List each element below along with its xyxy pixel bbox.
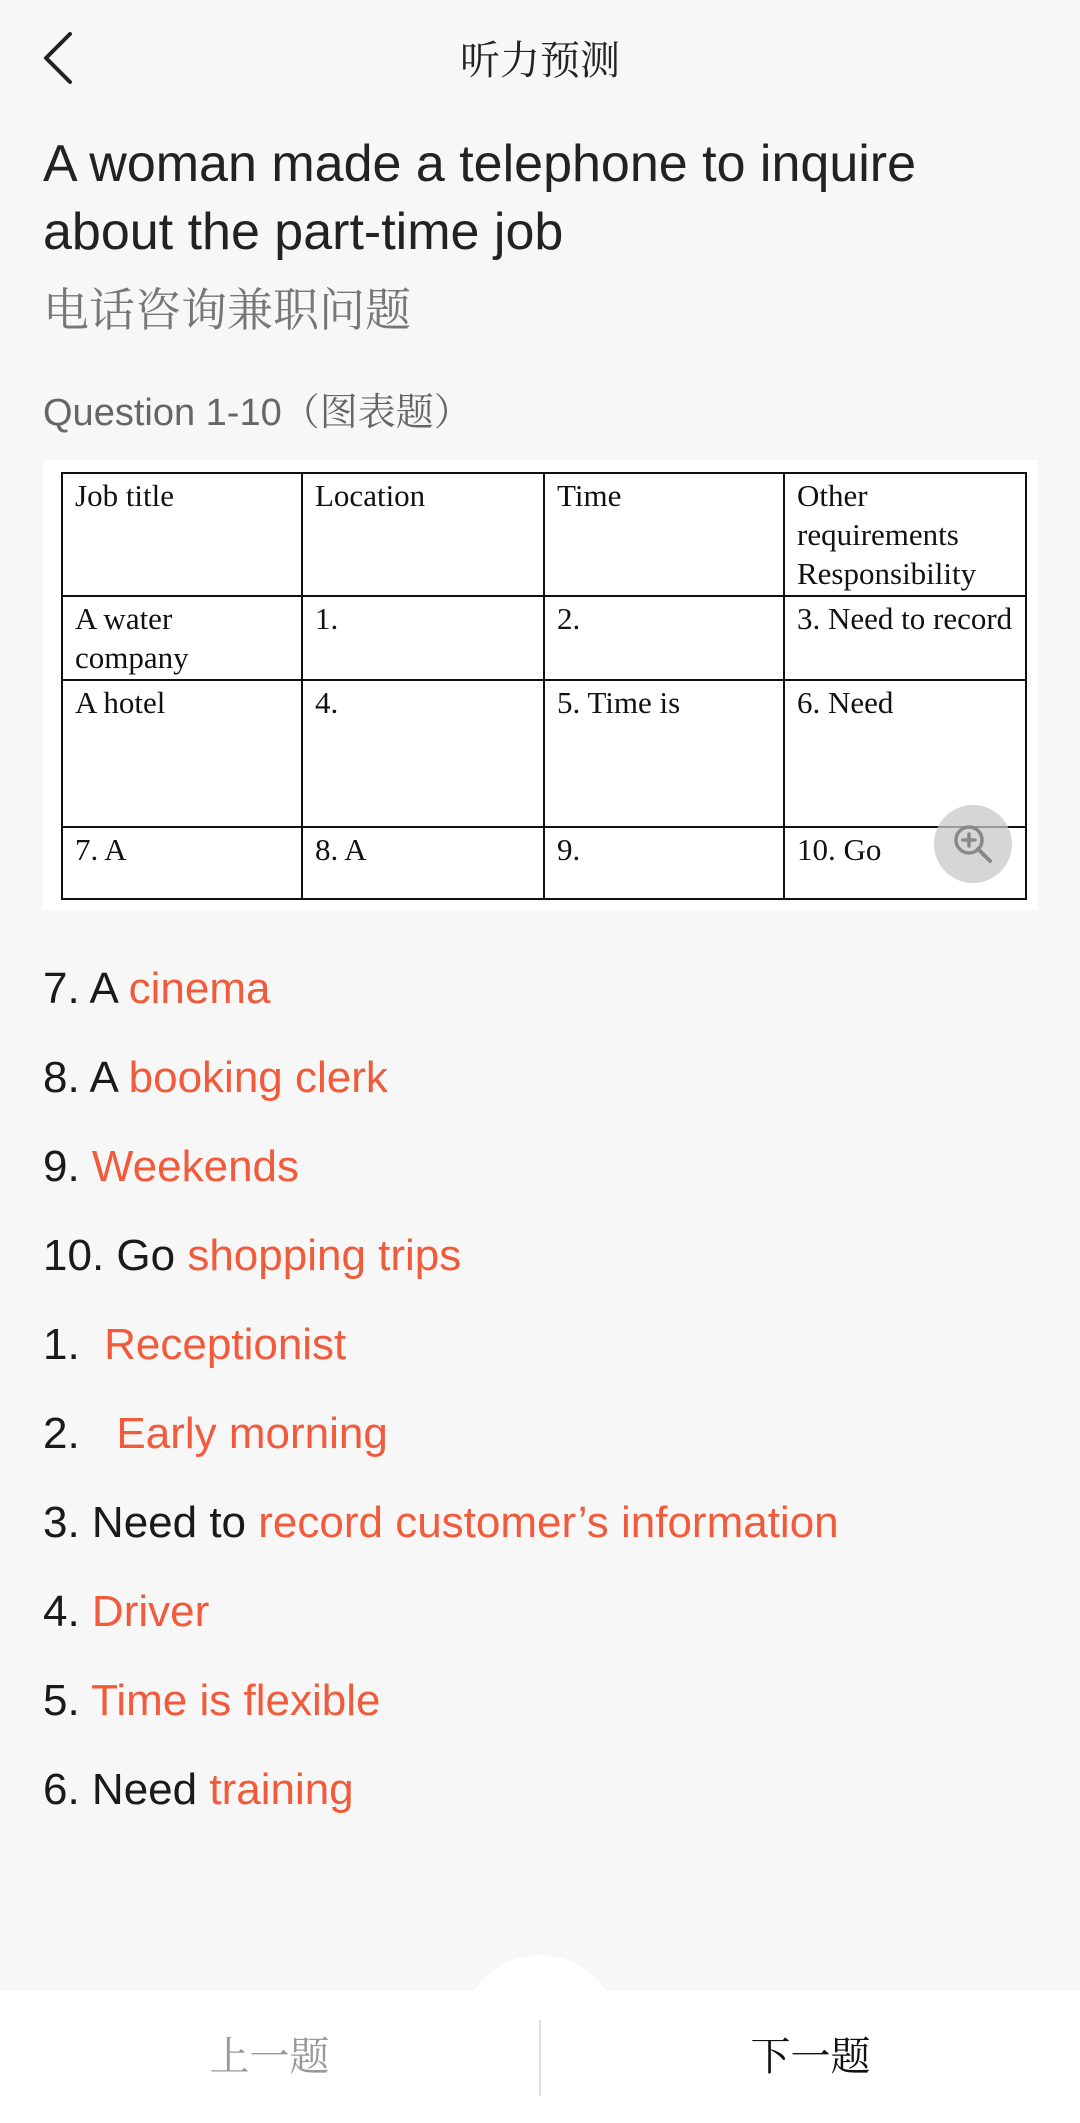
answer-prefix: 2. <box>43 1409 117 1458</box>
answer-text: Driver <box>91 1587 210 1636</box>
table-cell: 9. <box>544 827 784 899</box>
answer-item <box>43 944 1040 1033</box>
page-title: 听力预测 <box>460 38 620 84</box>
prev-question-button[interactable]: 上一题 <box>209 2034 330 2080</box>
table-cell: 4. <box>302 680 544 827</box>
answer-text: cinema <box>128 964 271 1013</box>
table-cell: 8. A <box>302 827 544 899</box>
answer-prefix: 1. <box>43 1320 105 1369</box>
table-cell: A water company <box>62 596 302 680</box>
table-header-row <box>62 473 1026 596</box>
answer-text: record customer’s information <box>258 1498 839 1547</box>
table-cell: 1. <box>302 596 544 680</box>
question-label: Question 1-10（图表题） <box>43 392 472 434</box>
answer-prefix: 6. Need <box>43 1765 210 1814</box>
answer-prefix: 9. <box>43 1142 92 1191</box>
answer-item <box>43 1122 1040 1211</box>
question-table-image[interactable] <box>43 460 1038 910</box>
answer-text: Early morning <box>116 1409 388 1458</box>
answer-prefix: 5. <box>43 1676 92 1725</box>
table-row <box>62 596 1026 680</box>
content <box>43 120 1040 1834</box>
answer-item <box>43 1033 1040 1122</box>
answer-item <box>43 1211 1040 1300</box>
answer-prefix: 3. Need to <box>43 1498 259 1547</box>
answer-text: Time is flexible <box>91 1676 381 1725</box>
answer-item <box>43 1745 1040 1834</box>
answer-text: booking clerk <box>128 1053 388 1102</box>
answer-item <box>43 1656 1040 1745</box>
table-row <box>62 680 1026 827</box>
table-cell: A hotel <box>62 680 302 827</box>
answer-prefix: 8. A <box>43 1053 129 1102</box>
zoom-in-icon <box>952 823 994 865</box>
table-row <box>62 827 1026 899</box>
answer-text: Weekends <box>91 1142 300 1191</box>
question-table <box>61 472 1027 900</box>
table-cell: 2. <box>544 596 784 680</box>
answer-item <box>43 1567 1040 1656</box>
answer-text: shopping trips <box>187 1231 462 1280</box>
topic-chinese-title: 电话咨询兼职问题 <box>43 283 411 337</box>
table-cell: 3. Need to record <box>784 596 1026 680</box>
top-bar <box>0 0 1080 120</box>
topic-english-title: A woman made a telephone to inquire about the part-time job <box>43 135 917 261</box>
table-header-cell: Location <box>302 473 544 596</box>
table-cell: 6. Need <box>784 680 1026 827</box>
answer-item <box>43 1389 1040 1478</box>
answer-list <box>43 944 1040 1834</box>
answer-text: Receptionist <box>104 1320 347 1369</box>
table-header-cell: Other requirements Responsibility <box>784 473 1026 596</box>
answer-prefix: 7. A <box>43 964 129 1013</box>
table-cell: 10. Go <box>784 827 1026 899</box>
next-question-button[interactable]: 下一题 <box>750 2034 871 2080</box>
answer-text: training <box>209 1765 354 1814</box>
table-header-cell: Job title <box>62 473 302 596</box>
table-header-cell: Time <box>544 473 784 596</box>
answer-item <box>43 1478 1040 1567</box>
answer-prefix: 4. <box>43 1587 92 1636</box>
zoom-button[interactable] <box>934 805 1012 883</box>
table-cell: 5. Time is <box>544 680 784 827</box>
table-cell: 7. A <box>62 827 302 899</box>
answer-item <box>43 1300 1040 1389</box>
answer-prefix: 10. Go <box>43 1231 188 1280</box>
